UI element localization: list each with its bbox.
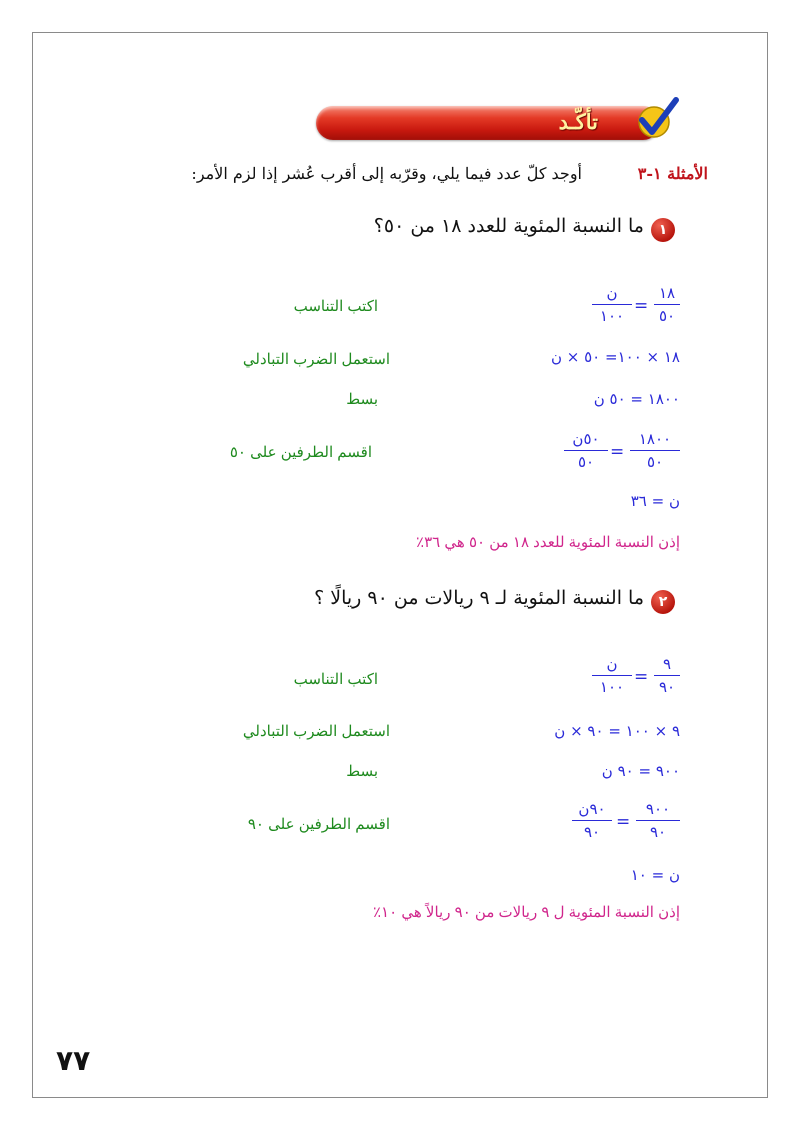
equals-sign: = (634, 296, 649, 316)
section-title: تأكّـد (558, 109, 598, 134)
step-note: بسط (346, 763, 378, 780)
fraction-left: ٩٠٠ ٩٠ (636, 800, 680, 841)
step-math: ٩٠٠ = ٩٠ ن (601, 762, 680, 780)
equals-sign: = (610, 442, 625, 462)
step-note: بسط (346, 391, 378, 408)
step-note: استعمل الضرب التبادلي (242, 723, 390, 740)
instruction-text: أوجد كلّ عدد فيما يلي، وقرّبه إلى أقرب عُشر إذا لزم الأمر: (191, 164, 582, 183)
step-note: اقسم الطرفين على ٥٠ (229, 444, 372, 461)
page-border (32, 32, 768, 1098)
step-note: استعمل الضرب التبادلي (242, 351, 390, 368)
step-note: اكتب التناسب (293, 671, 378, 688)
page-number: ٧٧ (56, 1044, 91, 1077)
section-banner (316, 106, 660, 140)
conclusion-text: إذن النسبة المئوية ل ٩ ريالات من ٩٠ ريالاً هي ١٠٪ (372, 904, 680, 921)
fraction-right: ٩٠ن ٩٠ (572, 800, 612, 841)
fraction-right: ن ١٠٠ (592, 284, 632, 325)
step-math: ٩ × ١٠٠ = ٩٠ × ن (554, 722, 680, 740)
conclusion-text: إذن النسبة المئوية للعدد ١٨ من ٥٠ هي ٣٦٪ (416, 534, 680, 551)
question-2-text: ما النسبة المئوية لـ ٩ ريالات من ٩٠ ريالًا ؟ (314, 587, 644, 609)
question-number-badge: ١ (651, 218, 675, 242)
step-math: ١٨ × ١٠٠= ٥٠ × ن (551, 348, 680, 366)
step-note: اقسم الطرفين على ٩٠ (247, 816, 390, 833)
question-number-badge: ٢ (651, 590, 675, 614)
question-1-text: ما النسبة المئوية للعدد ١٨ من ٥٠؟ (373, 215, 644, 237)
step-math: ن = ١٠ (630, 866, 680, 884)
equals-sign: = (634, 667, 649, 687)
checkmark-icon (634, 96, 680, 142)
step-note: اكتب التناسب (293, 298, 378, 315)
fraction-right: ن ١٠٠ (592, 655, 632, 696)
fraction-left: ٩ ٩٠ (654, 655, 680, 696)
step-math: ١٨٠٠ = ٥٠ ن (593, 390, 680, 408)
fraction-left: ١٨ ٥٠ (654, 284, 680, 325)
equals-sign: = (616, 812, 631, 832)
examples-label: الأمثلة ١-٣ (637, 164, 708, 183)
step-math: ن = ٣٦ (630, 492, 680, 510)
fraction-right: ٥٠ن ٥٠ (564, 430, 608, 471)
fraction-left: ١٨٠٠ ٥٠ (630, 430, 680, 471)
